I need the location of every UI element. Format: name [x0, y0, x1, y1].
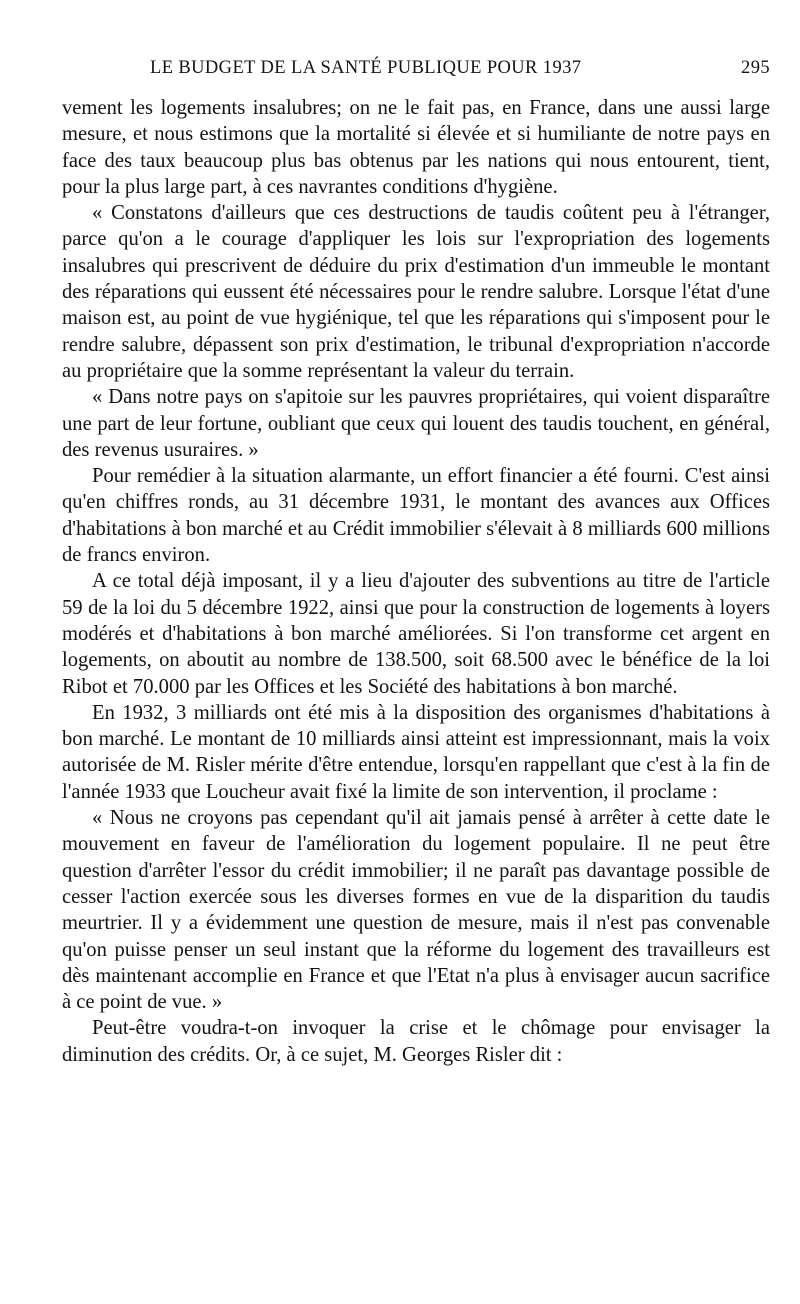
paragraph-quote-risler: « Nous ne croyons pas cependant qu'il ait jamais pensé à arrêter à cette date le mouvement en faveur de l'amélioration du logement populaire. Il ne peut être question d'arrêter l'essor du crédit immobilier; il ne paraît pas davantage possible de cesser l'action exercée sous les diverses formes en vue de la disparition du taudis meurtrier. Il y a évidemment une question de mesure, mais il n'est pas convenable qu'on puisse penser un seul instant que la réforme du logement des travailleurs est dès maintenant accomplie en France et que l'Etat n'a plus à envisager aucun sacrifice à ce point de vue. » [62, 807, 770, 1014]
page-number: 295 [741, 58, 770, 78]
running-header [62, 58, 770, 90]
paragraph-continuation: vement les logements insalubres; on ne le fait pas, en France, dans une aussi large mesure, et nous estimons que la mortalité si élevée et si humiliante de notre pays en face des taux beaucoup plus bas obtenus par les nations qui nous entourent, tient, pour la plus large part, à ces navrantes conditions d'hygiène. [62, 97, 770, 198]
paragraph-subventions: A ce total déjà imposant, il y a lieu d'ajouter des subventions au titre de l'article 59 de la loi du 5 décembre 1922, ainsi que pour la construction de logements à loyers modérés et d'habitations à bon marché améliorées. Si l'on transforme cet argent en logements, on aboutit au nombre de 138.500, soit 68.500 avec le bénéfice de la loi Ribot et 70.000 par les Offices et les Société des habitations à bon marché. [62, 570, 770, 698]
body-text [62, 95, 770, 1068]
paragraph-quote-taudis: « Constatons d'ailleurs que ces destructions de taudis coûtent peu à l'étranger, parce qu'on a le courage d'appliquer les lois sur l'expropriation des logements insalubres qui prescrivent de déduire du prix d'estimation d'un immeuble le montant des réparations qui eussent été nécessaires pour le rendre salubre. Lorsque l'état d'une maison est, au point de vue hygiénique, tel que les réparations qui s'imposent pour le rendre salubre, dépassent son prix d'estimation, le tribunal d'expropriation n'accorde au propriétaire que la somme représentant la valeur du terrain. [62, 202, 770, 382]
document-page [62, 58, 770, 1068]
paragraph-effort-financier: Pour remédier à la situation alarmante, un effort financier a été fourni. C'est ainsi qu'en chiffres ronds, au 31 décembre 1931, le montant des avances aux Offices d'habitations à bon marché et au Crédit immobilier s'élevait à 8 milliards 600 millions de francs environ. [62, 465, 770, 567]
running-title: LE BUDGET DE LA SANTÉ PUBLIQUE POUR 1937 [150, 58, 582, 78]
paragraph-crise-chomage: Peut-être voudra-t-on invoquer la crise et le chômage pour envisager la diminution des crédits. Or, à ce sujet, M. Georges Risler dit : [62, 1017, 770, 1066]
paragraph-quote-proprietaires: « Dans notre pays on s'apitoie sur les pauvres propriétaires, qui voient disparaître une part de leur fortune, oubliant que ceux qui louent des taudis touchent, en général, des revenus usuraires. » [62, 386, 770, 461]
paragraph-1932: En 1932, 3 milliards ont été mis à la disposition des organismes d'habitations à bon marché. Le montant de 10 milliards ainsi atteint est impressionnant, mais la voix autorisée de M. Risler mérite d'être entendue, lorsqu'en rappellant que c'est à la fin de l'année 1933 que Loucheur avait fixé la limite de son intervention, il proclame : [62, 701, 770, 803]
